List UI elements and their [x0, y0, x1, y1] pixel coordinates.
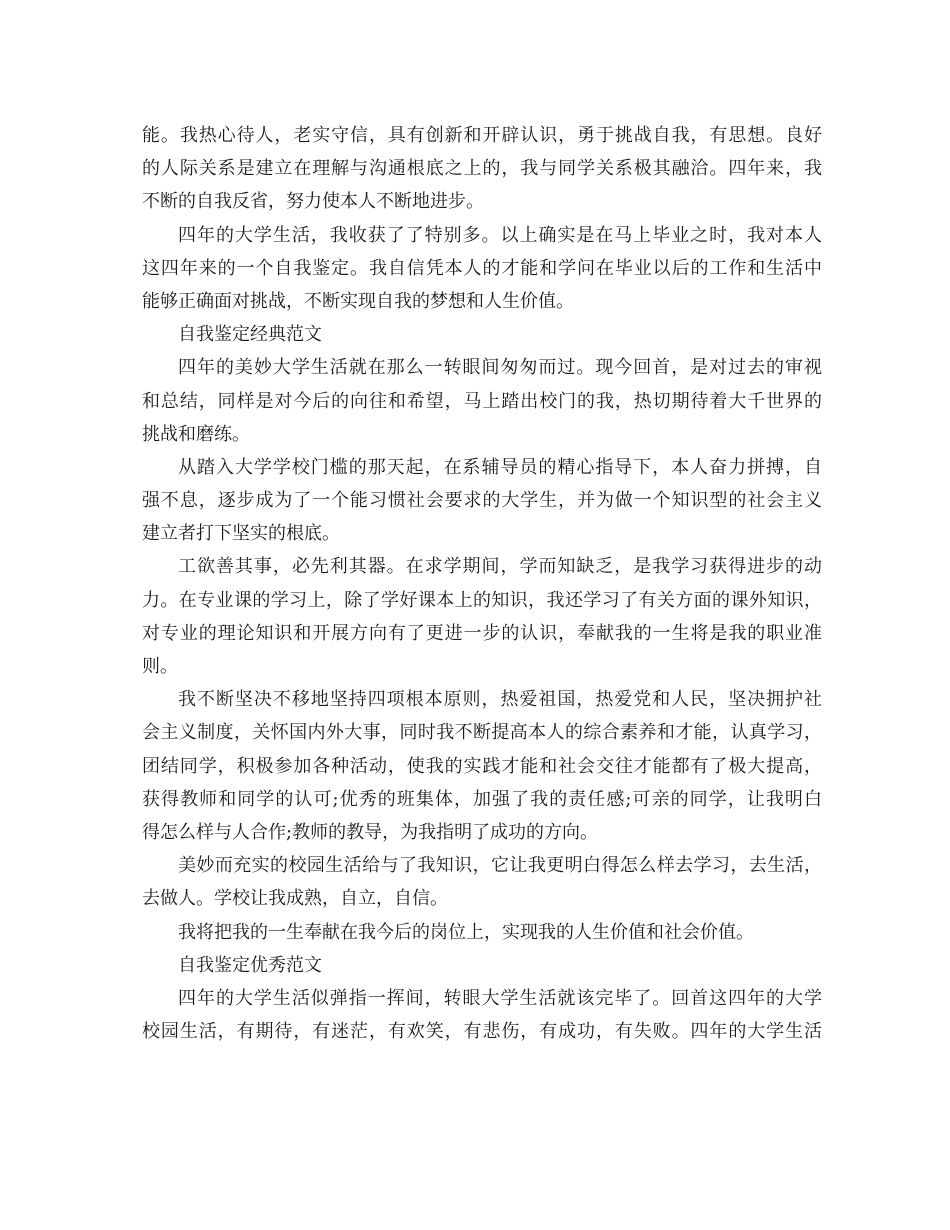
text-line: 则。 — [142, 656, 178, 677]
text-line: 会主义制度，关怀国内外大事，同时我不断提高本人的综合素养和才能，认真学习， — [142, 722, 822, 744]
text-line: 和总结，同样是对今后的向往和希望，马上踏出校门的我，热切期待着大千世界的 — [142, 390, 822, 412]
paragraph-first-line: 我不断坚决不移地坚持四项根本原则，热爱祖国，热爱党和人民，坚决拥护社 — [178, 689, 822, 711]
paragraph-first-line: 四年的美妙大学生活就在那么一转眼间匆匆而过。现今回首，是对过去的审视 — [178, 357, 822, 379]
section-heading: 自我鉴定经典范文 — [178, 324, 322, 346]
paragraph-first-line: 四年的大学生活似弹指一挥间，转眼大学生活就该完毕了。回首这四年的大学 — [178, 987, 822, 1009]
text-line: 强不息，逐步成为了一个能习惯社会要求的大学生，并为做一个知识型的社会主义 — [142, 490, 822, 512]
paragraph-first-line: 美妙而充实的校园生活给与了我知识，它让我更明白得怎么样去学习，去生活， — [178, 855, 822, 877]
section-heading: 自我鉴定优秀范文 — [178, 954, 322, 976]
paragraph-first-line: 四年的大学生活，我收获了了特别多。以上确实是在马上毕业之时，我对本人 — [178, 224, 822, 246]
text-line: 去做人。学校让我成熟，自立，自信。 — [142, 888, 448, 910]
text-line: 对专业的理论知识和开展方向有了更进一步的认识，奉献我的一生将是我的职业准 — [142, 622, 822, 644]
text-line: 建立者打下坚实的根底。 — [142, 523, 340, 545]
text-line: 不断的自我反省，努力使本人不断地进步。 — [142, 191, 484, 213]
text-line: 能够正确面对挑战，不断实现自我的梦想和人生价值。 — [142, 290, 574, 312]
text-line: 得怎么样与人合作;教师的教导，为我指明了成功的方向。 — [142, 821, 599, 843]
text-line: 校园生活，有期待，有迷茫，有欢笑，有悲伤，有成功，有失败。四年的大学生活 — [142, 1021, 822, 1043]
text-line: 能。我热心待人，老实守信，具有创新和开辟认识，勇于挑战自我，有思想。良好 — [142, 125, 822, 146]
paragraph-first-line: 工欲善其事，必先利其器。在求学期间，学而知缺乏，是我学习获得进步的动 — [178, 556, 822, 578]
text-line: 挑战和磨练。 — [142, 423, 250, 445]
document-page — [142, 119, 822, 1048]
paragraph-first-line: 从踏入大学学校门槛的那天起，在系辅导员的精心指导下，本人奋力拼搏，自 — [178, 456, 822, 478]
text-line: 获得教师和同学的认可;优秀的班集体，加强了我的责任感;可亲的同学，让我明白 — [142, 788, 822, 810]
text-line: 这四年来的一个自我鉴定。我自信凭本人的才能和学问在毕业以后的工作和生活中 — [142, 257, 822, 279]
text-line: 力。在专业课的学习上，除了学好课本上的知识，我还学习了有关方面的课外知识， — [142, 589, 822, 611]
paragraph-first-line: 我将把我的一生奉献在我今后的岗位上，实现我的人生价值和社会价值。 — [178, 921, 754, 943]
text-line: 团结同学，积极参加各种活动，使我的实践才能和社会交往才能都有了极大提高， — [142, 755, 822, 777]
text-line: 的人际关系是建立在理解与沟通根底之上的，我与同学关系极其融洽。四年来，我 — [142, 158, 822, 180]
